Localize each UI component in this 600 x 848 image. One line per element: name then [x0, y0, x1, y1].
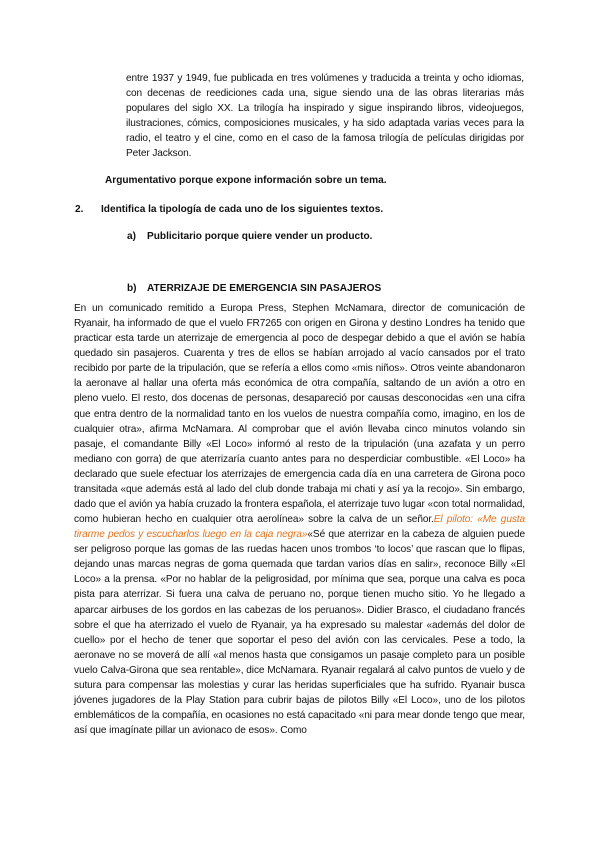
question-2-text: Identifica la tipología de cada uno de los siguientes textos.	[101, 204, 384, 215]
article-body	[74, 301, 525, 738]
article-highlight-quote: El piloto: «Me gusta tirarme pedos y escucharlos luego en la caja negra»	[74, 514, 525, 541]
option-b	[127, 281, 381, 296]
article-title: ATERRIZAJE DE EMERGENCIA SIN PASAJEROS	[147, 283, 382, 294]
option-a	[127, 229, 372, 244]
intro-paragraph: entre 1937 y 1949, fue publicada en tres volúmenes y traducida a treinta y ocho idiomas, con decenas de reediciones cada una, sigue siendo una de las obras literarias más populares del siglo XX. La trilogía ha inspirado y sigue inspirando libros, videojuegos, ilustraciones, cómics, composiciones musicales, y ha sido adaptada varias veces para la radio, el teatro y el cine, como en el caso de la famosa trilogía de películas dirigidas por Peter Jackson.	[126, 73, 524, 160]
question-2-number: 2.	[75, 204, 84, 215]
option-a-text: Publicitario porque quiere vender un producto.	[147, 231, 373, 242]
answer-1: Argumentativo porque expone información sobre un tema.	[105, 175, 387, 186]
article-part-2: «Sé que aterrizar en la cabeza de alguien puede ser peligroso porque las gomas de las ruedas hacen unos trombos ‘to locos’ que rascan que lo flipas, dejando unas marcas negras de goma quemada que tardan varios días en salir», reconoce Billy «El Loco» a la prensa. «Por no hablar de la peligrosidad, por mínima que sea, porque una calva es poca pista para aterrizar. Si fuera una calva de peruano no, porque tienen mucho sitio. Yo he llegado a aparcar airbuses de los gordos en las cabezas de los peruanos». Didier Brasco, el ciudadano francés sobre el que ha aterrizado el vuelo de Ryanair, ya ha expresado su malestar «además del dolor de cuello» por el hecho de tener que soportar el peso del avión con las cervicales. Pese a todo, la aeronave no se moverá de allí «al menos hasta que consigamos un pasaje completo para un posible vuelo Calva-Girona que sea rentable», dice McNamara. Ryanair regalará al calvo puntos de vuelo y de sutura para compensar las molestias y curar las heridas superficiales que ha sufrido. Ryanair busca jóvenes jugadores de la Play Station para cubrir bajas de pilotos Billy «El Loco», uno de los pilotos emblemáticos de la compañía, en ocasiones no está capacitado «ni para mear donde tengo que mear, así que imagínate pillar un avionaco de esos». Como	[74, 529, 525, 737]
article-part-1: En un comunicado remitido a Europa Press, Stephen McNamara, director de comunicación de Ryanair, ha informado de que el vuelo FR7265 con origen en Girona y destino Londres ha tenido que practicar esta tarde un aterrizaje de emergencia al poco de despegar debido a que el avión se había quedado sin pasajeros. Cuarenta y tres de ellos se habían arrojado al vacío cansados por el trato recibido por parte de la tripulación, que se refería a ellos como «mis niños». Otros veinte abandonaron la aeronave al hallar una oferta más económica de otra compañía, saltando de un avión a otro en pleno vuelo. El resto, dos docenas de personas, desapareció por causas desconocidas «en una cifra que entra dentro de la normalidad tanto en los vuelos de nuestra compañía como, imagino, en los de cualquier otra», afirma McNamara. Al comprobar que el avión llevaba cinco minutos volando sin pasaje, el comandante Billy «El Loco» informó al resto de la tripulación (una azafata y un perro mediano con gorra) de que aterrizaría cuanto antes para no desperdiciar combustible. «El Loco» ha declarado que suele efectuar los aterrizajes de emergencia cada día en una carretera de Girona poco transitada «que además está al lado del club donde trabaja mi chati y así ya la recojo». Sin embargo, dado que el avión ya había cruzado la frontera española, el aterrizaje tuvo lugar «con total normalidad, como hubieran hecho en cualquier otra aerolínea» sobre la calva de un señor.	[74, 303, 525, 526]
option-a-marker: a)	[127, 231, 136, 242]
option-b-marker: b)	[127, 283, 137, 294]
question-2	[75, 202, 383, 217]
